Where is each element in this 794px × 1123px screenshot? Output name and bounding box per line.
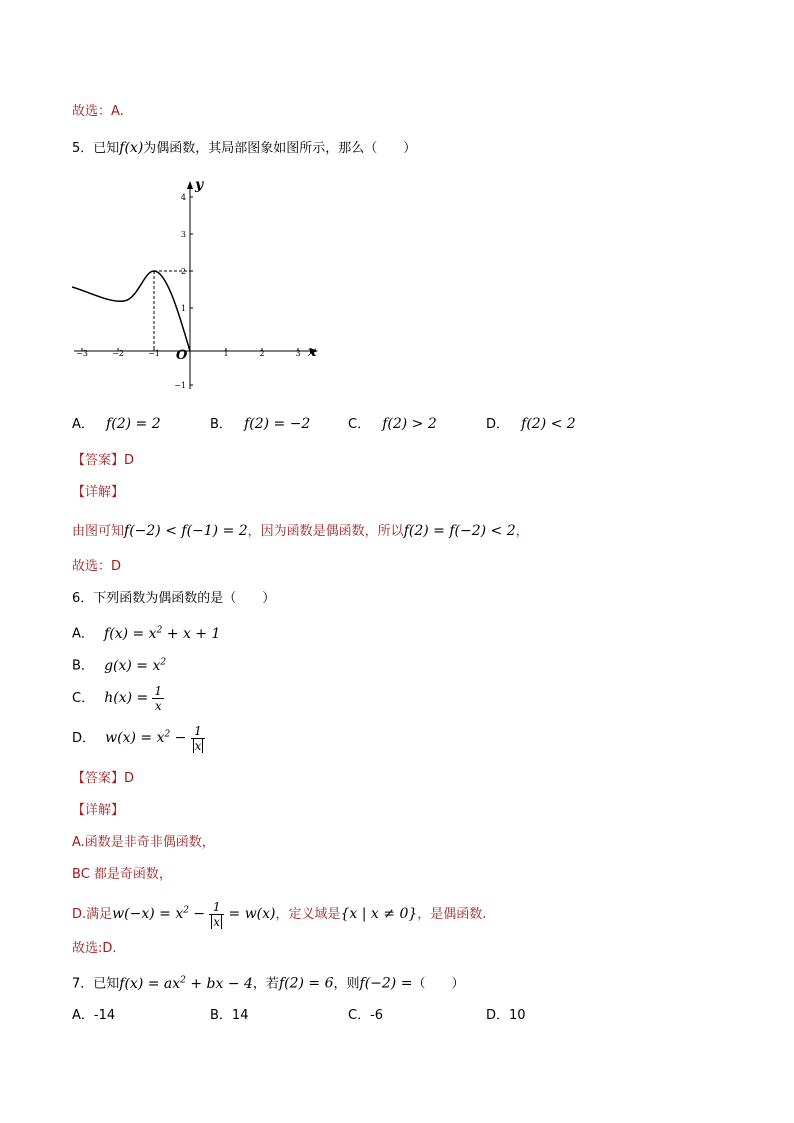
text: ，定义域是 xyxy=(275,907,341,922)
denominator: x xyxy=(194,739,202,753)
option-letter: B． xyxy=(210,417,232,432)
x-tick-label: 1 xyxy=(223,349,229,358)
option-letter: D． xyxy=(486,1008,510,1023)
exponent: 2 xyxy=(180,975,186,985)
text: 7．已知 xyxy=(72,976,120,992)
q6-option-b[interactable] xyxy=(72,653,166,676)
denominator: x xyxy=(154,699,162,713)
option-expr: f(2) = 2 xyxy=(106,416,161,432)
math-expr: f(x) = ax xyxy=(119,975,181,992)
answer-value: D xyxy=(124,453,135,468)
q5-option-b[interactable] xyxy=(210,413,310,432)
q6-detail-1: A.函数是非奇非偶函数， xyxy=(72,835,215,850)
option-expr: f(2) > 2 xyxy=(382,416,437,432)
y-axis-label: y xyxy=(195,177,204,193)
math-expr: f(−2) < f(−1) = 2 xyxy=(124,523,248,539)
exponent: 2 xyxy=(156,625,163,635)
exponent: 2 xyxy=(164,729,171,740)
text: ，因为函数是偶函数，所以 xyxy=(247,524,404,539)
text: （ ） xyxy=(412,976,465,992)
option-expr: f(x) = x xyxy=(104,625,157,642)
answer-tag: 【答案】 xyxy=(72,771,125,786)
y-tick-label: −1 xyxy=(174,381,186,390)
answer-tag: 【答案】 xyxy=(72,453,125,468)
option-expr: f(2) = −2 xyxy=(244,416,311,432)
math-expr: w(−x) = x xyxy=(112,906,184,922)
y-tick-label: 4 xyxy=(180,193,186,202)
q6-detail-3 xyxy=(72,900,486,929)
q5-stem-suffix: 为偶函数，其局部图象如图所示，那么（ ） xyxy=(143,141,417,156)
numerator: 1 xyxy=(191,724,206,739)
option-letter: A． xyxy=(72,417,94,432)
minus: − xyxy=(170,730,187,746)
numerator: 1 xyxy=(209,900,224,915)
x-axis-label: x xyxy=(308,344,317,360)
q5-detail xyxy=(72,522,529,541)
q5-detail-tag: 【详解】 xyxy=(72,485,125,500)
y-axis-arrow xyxy=(187,181,193,189)
q5-stem-prefix: 5．已知 xyxy=(72,141,120,156)
x-tick-label: −2 xyxy=(112,349,124,358)
math-expr-tail: + bx − 4 xyxy=(185,975,253,992)
q5-fx: f(x) xyxy=(119,140,144,156)
prev-conclusion: 故选：A. xyxy=(72,104,124,119)
numerator: 1 xyxy=(154,684,163,698)
q5-conclusion: 故选：D xyxy=(72,559,122,574)
exponent: 2 xyxy=(160,657,167,667)
text: D.满足 xyxy=(72,907,113,922)
option-expr: g(x) = x xyxy=(104,657,161,674)
fraction xyxy=(209,900,224,929)
q6-option-d[interactable] xyxy=(72,724,205,753)
text: ，是偶函数. xyxy=(417,907,487,922)
y-tick-label: 3 xyxy=(180,230,186,239)
option-letter: B． xyxy=(210,1008,232,1023)
option-letter: C． xyxy=(348,417,371,432)
q6-detail-2: BC 都是奇函数， xyxy=(72,867,172,882)
function-curve xyxy=(72,271,190,351)
option-letter: B． xyxy=(72,658,94,674)
math-expr: f(2) = 6 xyxy=(278,975,334,992)
q5-option-d[interactable] xyxy=(486,413,576,432)
origin-label: O xyxy=(176,348,188,363)
math-expr: f(−2) = xyxy=(359,975,413,992)
option-letter: C． xyxy=(72,691,95,706)
option-expr: w(x) = x xyxy=(105,730,165,746)
option-letter: D． xyxy=(72,731,96,746)
option-value: 14 xyxy=(231,1008,249,1023)
text: ，则 xyxy=(333,976,360,992)
option-expr: h(x) = xyxy=(104,690,149,706)
minus: − xyxy=(188,906,206,922)
x-tick-label: 2 xyxy=(259,349,265,358)
option-letter: A． xyxy=(72,1008,94,1023)
q6-answer xyxy=(72,770,134,788)
q7-option-b[interactable] xyxy=(210,1004,248,1023)
exponent: 2 xyxy=(183,905,189,916)
denominator: x xyxy=(213,915,221,929)
q5-graph xyxy=(72,175,332,395)
q6-option-c[interactable] xyxy=(72,684,164,713)
option-letter: D． xyxy=(486,417,510,432)
option-value: -6 xyxy=(370,1008,384,1023)
q5-option-a[interactable] xyxy=(72,413,161,432)
q7-option-a[interactable] xyxy=(72,1004,115,1023)
x-tick-label: 3 xyxy=(295,349,301,358)
y-tick-label: 1 xyxy=(180,304,186,313)
q7-option-c[interactable] xyxy=(348,1004,383,1023)
answer-value: D xyxy=(124,771,135,786)
y-tick-label: 2 xyxy=(180,267,186,276)
q6-stem: 6．下列函数为偶函数的是（ ） xyxy=(72,591,276,606)
text: ，若 xyxy=(252,976,279,992)
x-tick-label: −3 xyxy=(76,349,88,358)
option-letter: A． xyxy=(72,626,94,642)
fraction xyxy=(191,724,206,753)
text: 由图可知 xyxy=(72,524,125,539)
option-letter: C． xyxy=(348,1008,371,1023)
option-value: -14 xyxy=(93,1008,116,1023)
q7-stem xyxy=(72,971,464,994)
x-tick-label: −1 xyxy=(148,349,160,358)
option-expr: f(2) < 2 xyxy=(521,416,576,432)
math-expr: = w(x) xyxy=(224,906,276,922)
q5-option-c[interactable] xyxy=(348,413,437,432)
domain-expr: {x | x ≠ 0} xyxy=(340,906,418,922)
math-expr: f(2) = f(−2) < 2 xyxy=(403,523,516,539)
q7-option-d[interactable] xyxy=(486,1004,526,1023)
q6-option-a[interactable] xyxy=(72,621,220,644)
q5-stem xyxy=(72,139,416,158)
q5-answer xyxy=(72,452,134,470)
option-value: 10 xyxy=(509,1008,526,1023)
text: ， xyxy=(515,524,529,539)
q6-detail-tag: 【详解】 xyxy=(72,803,125,818)
q6-conclusion: 故选:D. xyxy=(72,941,117,956)
option-expr-tail: + x + 1 xyxy=(162,625,221,642)
fraction xyxy=(152,684,164,713)
